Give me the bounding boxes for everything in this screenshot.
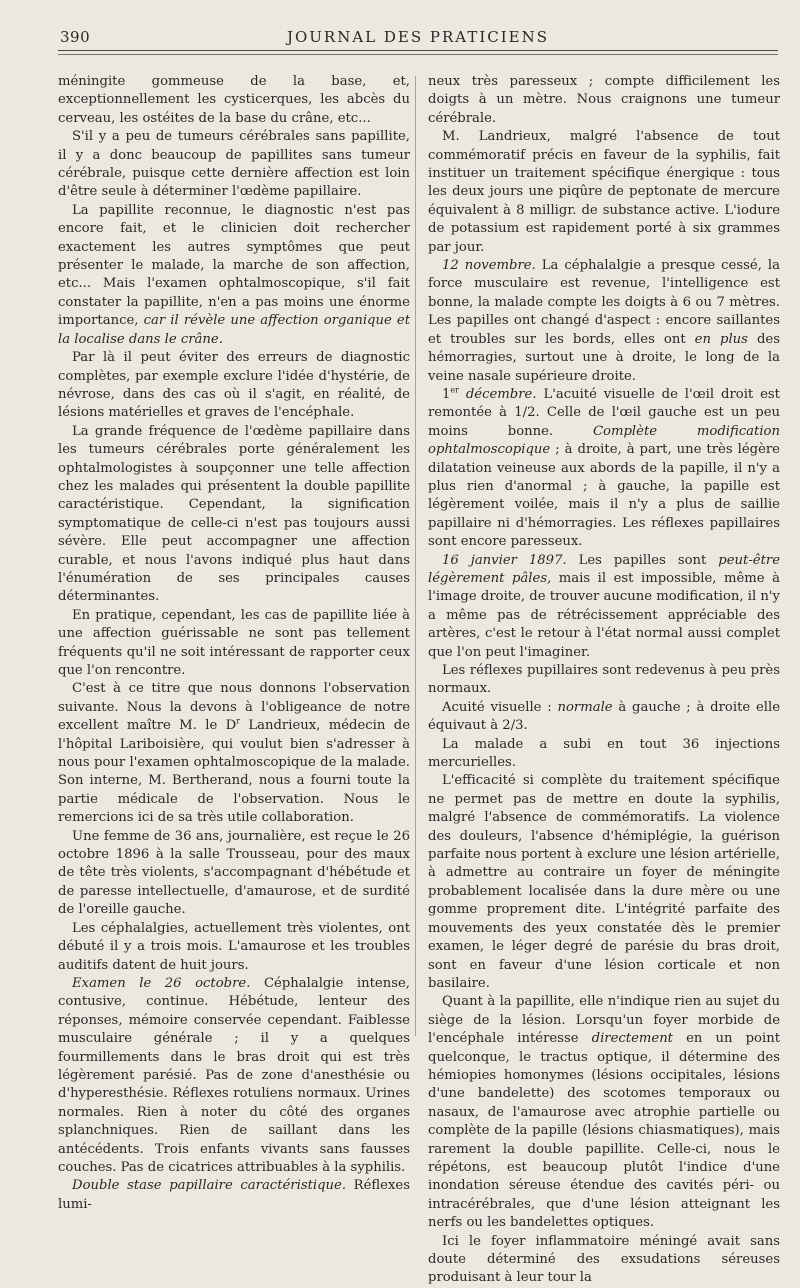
paragraph: Les réflexes pupillaires sont redevenus à peu près normaux. [428,663,780,697]
paragraph: neux très paresseux ; compte difficilement les doigts à un mètre. Nous craignons une tumeur cérébrale. [428,74,780,126]
header-rule-thin [58,54,778,55]
paragraph: S'il y a peu de tumeurs cérébrales sans papillite, il y a donc beaucoup de papillites sans tumeur cérébrale, puisque cette dernière affection est loin d'être seule à déterminer l'œdème papillaire. [58,129,410,200]
paragraph: Double stase papillaire caractéristique. Réflexes lumi- [58,1178,410,1212]
paragraph: Acuité visuelle : normale à gauche ; à droite elle équivaut à 2/3. [428,699,780,734]
left-column [58,73,410,1214]
page-header [58,22,778,52]
paragraph: 1er décembre. L'acuité visuelle de l'œil droit est remontée à 1/2. Celle de l'œil gauche est un peu moins bonne. Complète modification ophtalmoscopique ; à droite, à part, une très légère dilatation veineuse aux abords de la papille, il n'y a plus rien d'anormal ; à gauche, la papille est légèrement voilée, mais il n'y a plus de saillie papillaire ni d'hémorragies. Les réflexes papillaires sont encore paresseux. [428,385,780,550]
paragraph: méningite gommeuse de la base, et, exceptionnellement les cysticerques, les abcès du cerveau, les ostéites de la base du crâne, etc... [58,74,410,126]
paragraph: L'efficacité si complète du traitement spécifique ne permet pas de mettre en doute la syphilis, malgré l'absence de commémoratifs. La violence des douleurs, l'absence d'hémiplégie, la guérison parfaite nous portent à exclure une lésion artérielle, à admettre au contraire un foyer de méningite probablement localisée dans la dure mère ou une gomme proprement dite. L'intégrité parfaite des mouvements des yeux constatée dès le premier examen, le léger degré de parésie du bras droit, sont en faveur d'une lésion corticale et non basilaire. [428,773,780,991]
column-divider [415,76,416,1036]
paragraph: Les céphalalgies, actuellement très violentes, ont débuté il y a trois mois. L'amaurose et les troubles auditifs datent de huit jours. [58,920,410,973]
paragraph: En pratique, cependant, les cas de papillite liée à une affection guérissable ne sont pas tellement fréquents qu'il ne soit intéressant de rapporter ceux que l'on rencontre. [58,607,410,678]
paragraph: La malade a subi en tout 36 injections mercurielles. [428,736,780,771]
paragraph: La grande fréquence de l'œdème papillaire dans les tumeurs cérébrales porte généralement les ophtalmologistes à soupçonner une telle affection chez les malades qui présentent la double papillite caractéristique. Cependant, la signification symptomatique de celle-ci n'est pas toujours aussi sévère. Elle peut accompagner une affection curable, et nous l'avons indiqué plus haut dans l'énumération de ses principales causes déterminantes. [58,423,410,605]
paragraph: Examen le 26 octobre. Céphalalgie intense, contusive, continue. Hébétude, lenteur des réponses, mémoire conservée cependant. Faiblesse musculaire générale ; il y a quelques fourmillements dans le bras droit qui est très légèrement parésié. Pas de zone d'anesthésie ou d'hyperesthésie. Réflexes rotuliens normaux. Urines normales. Rien à noter du côté des organes splanchniques. Rien de saillant dans les antécédents. Trois enfants vivants sans fausses couches. Pas de cicatrices attribuables à la syphilis. [58,975,410,1175]
paragraph: 16 janvier 1897. Les papilles sont peut-être légèrement pâles, mais il est impossible, même à l'image droite, de trouver aucune modification, il n'y a même pas de rétrécissement appréciable des artères, c'est le retour à l'état normal aussi complet que l'on peut l'imaginer. [428,552,781,660]
paragraph: Ici le foyer inflammatoire méningé avait sans doute déterminé des exsudations séreuses produisant à leur tour la [428,1233,780,1286]
paragraph: 12 novembre. La céphalalgie a presque cessé, la force musculaire est revenue, l'intelligence est bonne, la malade compte les doigts à 6 ou 7 mètres. Les papilles ont changé d'aspect : encore saillantes et troubles sur les bords, elles ont en plus des hémorragies, surtout une à droite, le long de la veine nasale supérieure droite. [428,258,780,384]
paragraph: C'est à ce titre que nous donnons l'observation suivante. Nous la devons à l'obligeance de notre excellent maître M. le $D^r$ Landrieux, médecin de l'hôpital Lariboisière, qui voulut bien s'adresser à nous pour l'examen ophtalmoscopique de la malade. Son interne, M. Bertherand, nous a fourni toute la partie médicale de l'observation. Nous le remercions ici de sa très utile collaboration. [58,681,410,826]
page-number: 390 [60,28,91,46]
paragraph: La papillite reconnue, le diagnostic n'est pas encore fait, et le clinicien doit rechercher exactement les autres symptômes que peut présenter le malade, la marche de son affection, etc... Mais l'examen ophtalmoscopique, s'il fait constater la papillite, n'en a pas moins une énorme importance, car il révèle une affection organique et la localise dans le crâne. [58,202,411,347]
right-column [428,73,780,1288]
journal-title: JOURNAL DES PRATICIENS [286,28,550,46]
header-rule [58,50,778,51]
paragraph: M. Landrieux, malgré l'absence de tout commémoratif précis en faveur de la syphilis, fait instituer un traitement spécifique énergique : tous les deux jours une piqûre de peptonate de mercure équivalent à 8 milligr. de substance active. L'iodure de potassium est rapidement porté à six grammes par jour. [428,129,780,255]
paragraph: Par là il peut éviter des erreurs de diagnostic complètes, par exemple exclure l'idée d'hystérie, de névrose, dans des cas où il s'agit, en réalité, de lésions matérielles et graves de l'encéphale. [58,350,410,421]
paragraph: Quant à la papillite, elle n'indique rien au sujet du siège de la lésion. Lorsqu'un foyer morbide de l'encéphale intéresse directement en un point quelconque, le tractus optique, il détermine des hémiopies homonymes (lésions occipitales, lésions d'une bandelette) des scotomes temporaux ou nasaux, de l'amaurose avec atrophie partielle ou complète de la papille (lésions chiasmatiques), mais rarement la double papillite. Celle-ci, nous le répétons, est beaucoup plutôt l'indice d'une inondation séreuse étendue des cavités péri- ou intracérébrales, que d'une lésion atteignant les nerfs ou les bandelettes optiques. [428,994,780,1231]
paragraph: Une femme de 36 ans, journalière, est reçue le 26 octobre 1896 à la salle Trousseau, pour des maux de tête très violents, s'accompagnant d'hébétude et de paresse intellectuelle, d'amaurose, et de surdité de l'oreille gauche. [58,828,410,918]
